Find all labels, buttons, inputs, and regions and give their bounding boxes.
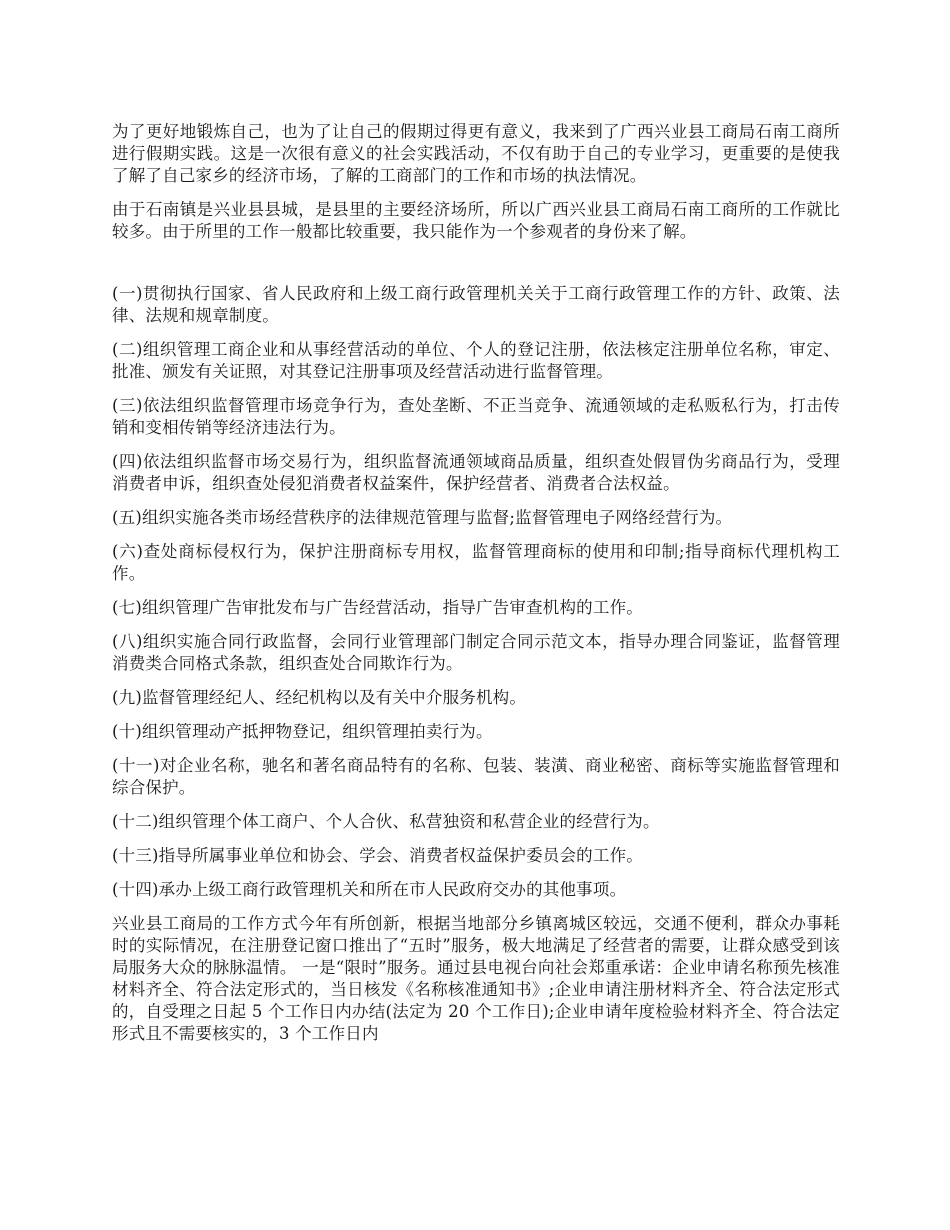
duty-item: (七)组织管理广告审批发布与广告经营活动，指导广告审查机构的工作。 (112, 598, 643, 617)
document-page (112, 121, 840, 1057)
duty-item: (八)组织实施合同行政监督，会同行业管理部门制定合同示范文本，指导办理合同鉴证，监督管理消费类合同格式条款，组织查处合同欺诈行为。 (112, 632, 840, 673)
duty-item: (三)依法组织监督管理市场竞争行为，查处垄断、不正当竞争、流通领域的走私贩私行为，打击传销和变相传销等经济违法行为。 (112, 396, 840, 437)
duties-list (112, 283, 840, 901)
intro-paragraph: 为了更好地锻炼自己，也为了让自己的假期过得更有意义，我来到了广西兴业县工商局石南工商所进行假期实践。这是一次很有意义的社会实践活动，不仅有助于自己的专业学习，更重要的是使我了解了自己家乡的经济市场，了解的工商部门的工作和市场的执法情况。 (112, 122, 840, 185)
intro-paragraph: 由于石南镇是兴业县县城，是县里的主要经济场所，所以广西兴业县工商局石南工商所的工作就比较多。由于所里的工作一般都比较重要，我只能作为一个参观者的身份来了解。 (112, 200, 840, 241)
duty-item: (十二)组织管理个体工商户、个人合伙、私营独资和私营企业的经营行为。 (112, 812, 660, 831)
intro-section (112, 121, 840, 243)
duty-item: (五)组织实施各类市场经营秩序的法律规范管理与监督;监督管理电子网络经营行为。 (112, 508, 733, 527)
duty-item: (二)组织管理工商企业和从事经营活动的单位、个人的登记注册，依法核定注册单位名称，审定、批准、颁发有关证照，对其登记注册事项及经营活动进行监督管理。 (112, 340, 840, 381)
duty-item: (一)贯彻执行国家、省人民政府和上级工商行政管理机关关于工商行政管理工作的方针、政策、法律、法规和规章制度。 (112, 284, 840, 325)
duty-item: (十四)承办上级工商行政管理机关和所在市人民政府交办的其他事项。 (112, 880, 627, 899)
duty-item: (十)组织管理动产抵押物登记，组织管理拍卖行为。 (112, 722, 493, 741)
duty-item: (四)依法组织监督市场交易行为，组织监督流通领域商品质量，组织查处假冒伪劣商品行为，受理消费者申诉，组织查处侵犯消费者权益案件，保护经营者、消费者合法权益。 (112, 452, 840, 493)
duty-item: (十一)对企业名称，驰名和著名商品特有的名称、包装、装潢、商业秘密、商标等实施监督管理和综合保护。 (112, 756, 840, 797)
closing-paragraph: 兴业县工商局的工作方式今年有所创新，根据当地部分乡镇离城区较远，交通不便利，群众办事耗时的实际情况，在注册登记窗口推出了“五时”服务，极大地满足了经营者的需要，让群众感受到该局服务大众的脉脉温情。 一是“限时”服务。通过县电视台向社会郑重承诺：企业申请名称预先核准材料齐全、符合法定形式的，当日核发《名称核准通知书》;企业申请注册材料齐全、符合法定形式的，自受理之日起 5 个工作日内办结(法定为 20 个工作日);企业申请年度检验材料齐全、符合法定形式且不需要核实的，3 个工作日内 (112, 914, 840, 1043)
duty-item: (九)监督管理经纪人、经纪机构以及有关中介服务机构。 (112, 688, 527, 707)
duty-item: (十三)指导所属事业单位和协会、学会、消费者权益保护委员会的工作。 (112, 846, 643, 865)
duty-item: (六)查处商标侵权行为，保护注册商标专用权，监督管理商标的使用和印制;指导商标代理机构工作。 (112, 542, 840, 583)
